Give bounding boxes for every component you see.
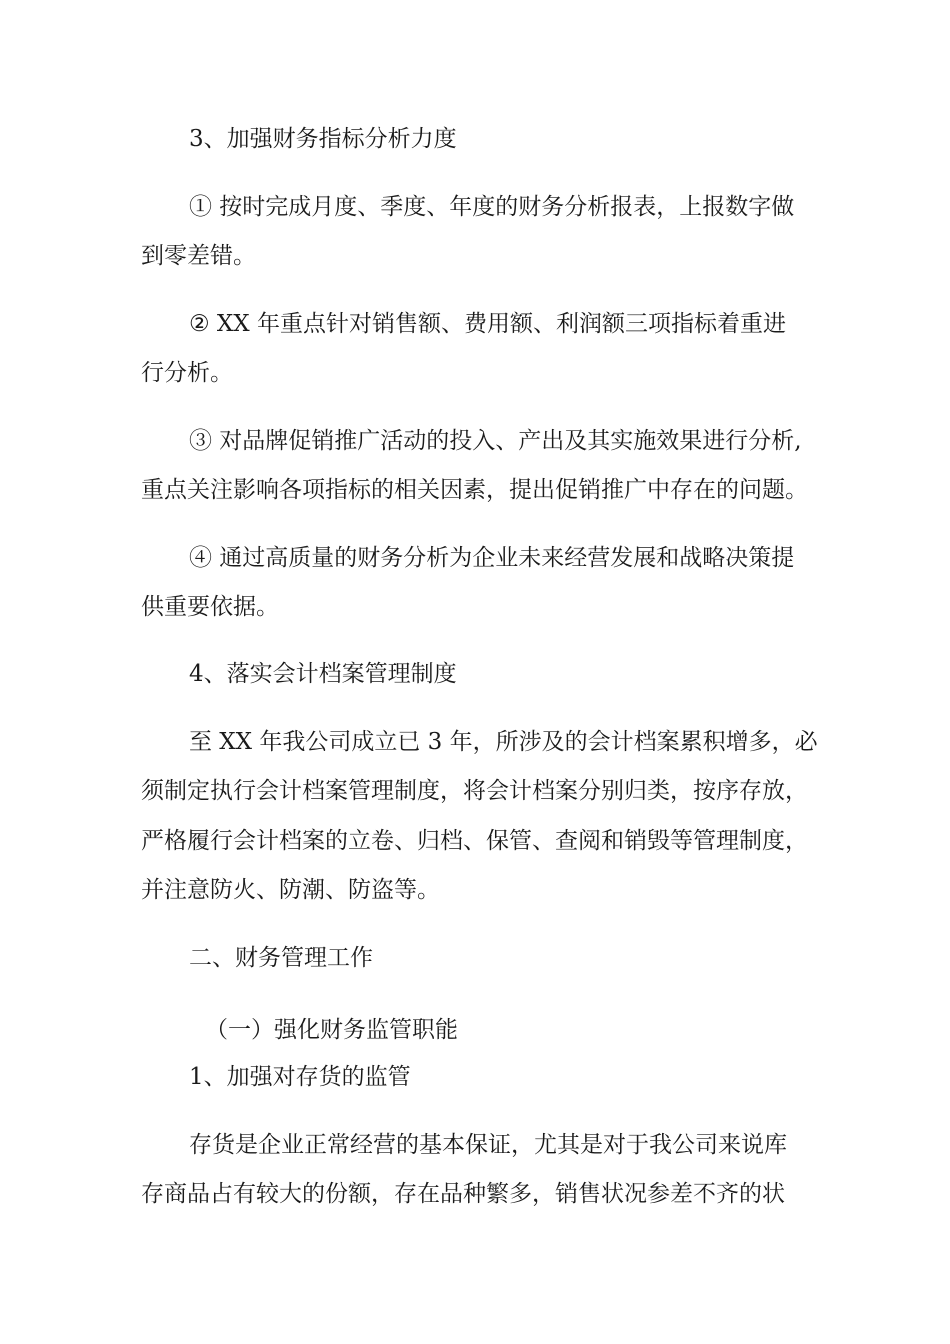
paragraph-line: ① 按时完成月度、季度、年度的财务分析报表，上报数字做 xyxy=(189,194,795,220)
paragraph-line: ④ 通过高质量的财务分析为企业未来经营发展和战略决策提 xyxy=(189,545,795,571)
paragraph-line: 到零差错。 xyxy=(141,243,256,269)
paragraph-line: ② XX 年重点针对销售额、费用额、利润额三项指标着重进 xyxy=(189,311,786,337)
subsection-heading: （一）强化财务监管职能 xyxy=(205,1017,458,1043)
paragraph-line: 行分析。 xyxy=(141,360,233,386)
paragraph-line: 至 XX 年我公司成立已 3 年，所涉及的会计档案累积增多，必 xyxy=(189,729,818,755)
heading-4: 4、落实会计档案管理制度 xyxy=(189,661,457,687)
paragraph-line: 存商品占有较大的份额，存在品种繁多，销售状况参差不齐的状 xyxy=(141,1181,785,1207)
item-heading: 1、加强对存货的监管 xyxy=(189,1064,411,1090)
paragraph-line: ③ 对品牌促销推广活动的投入、产出及其实施效果进行分析, xyxy=(189,428,802,454)
paragraph-line: 严格履行会计档案的立卷、归档、保管、查阅和销毁等管理制度， xyxy=(141,828,808,854)
paragraph-line: 供重要依据。 xyxy=(141,594,279,620)
paragraph-line: 并注意防火、防潮、防盗等。 xyxy=(141,877,440,903)
paragraph-line: 存货是企业正常经营的基本保证，尤其是对于我公司来说库 xyxy=(189,1132,787,1158)
paragraph-line: 重点关注影响各项指标的相关因素，提出促销推广中存在的问题。 xyxy=(141,477,808,503)
heading-3: 3、加强财务指标分析力度 xyxy=(189,126,457,152)
section-heading: 二、财务管理工作 xyxy=(189,945,373,971)
paragraph-line: 须制定执行会计档案管理制度，将会计档案分别归类，按序存放， xyxy=(141,778,808,804)
